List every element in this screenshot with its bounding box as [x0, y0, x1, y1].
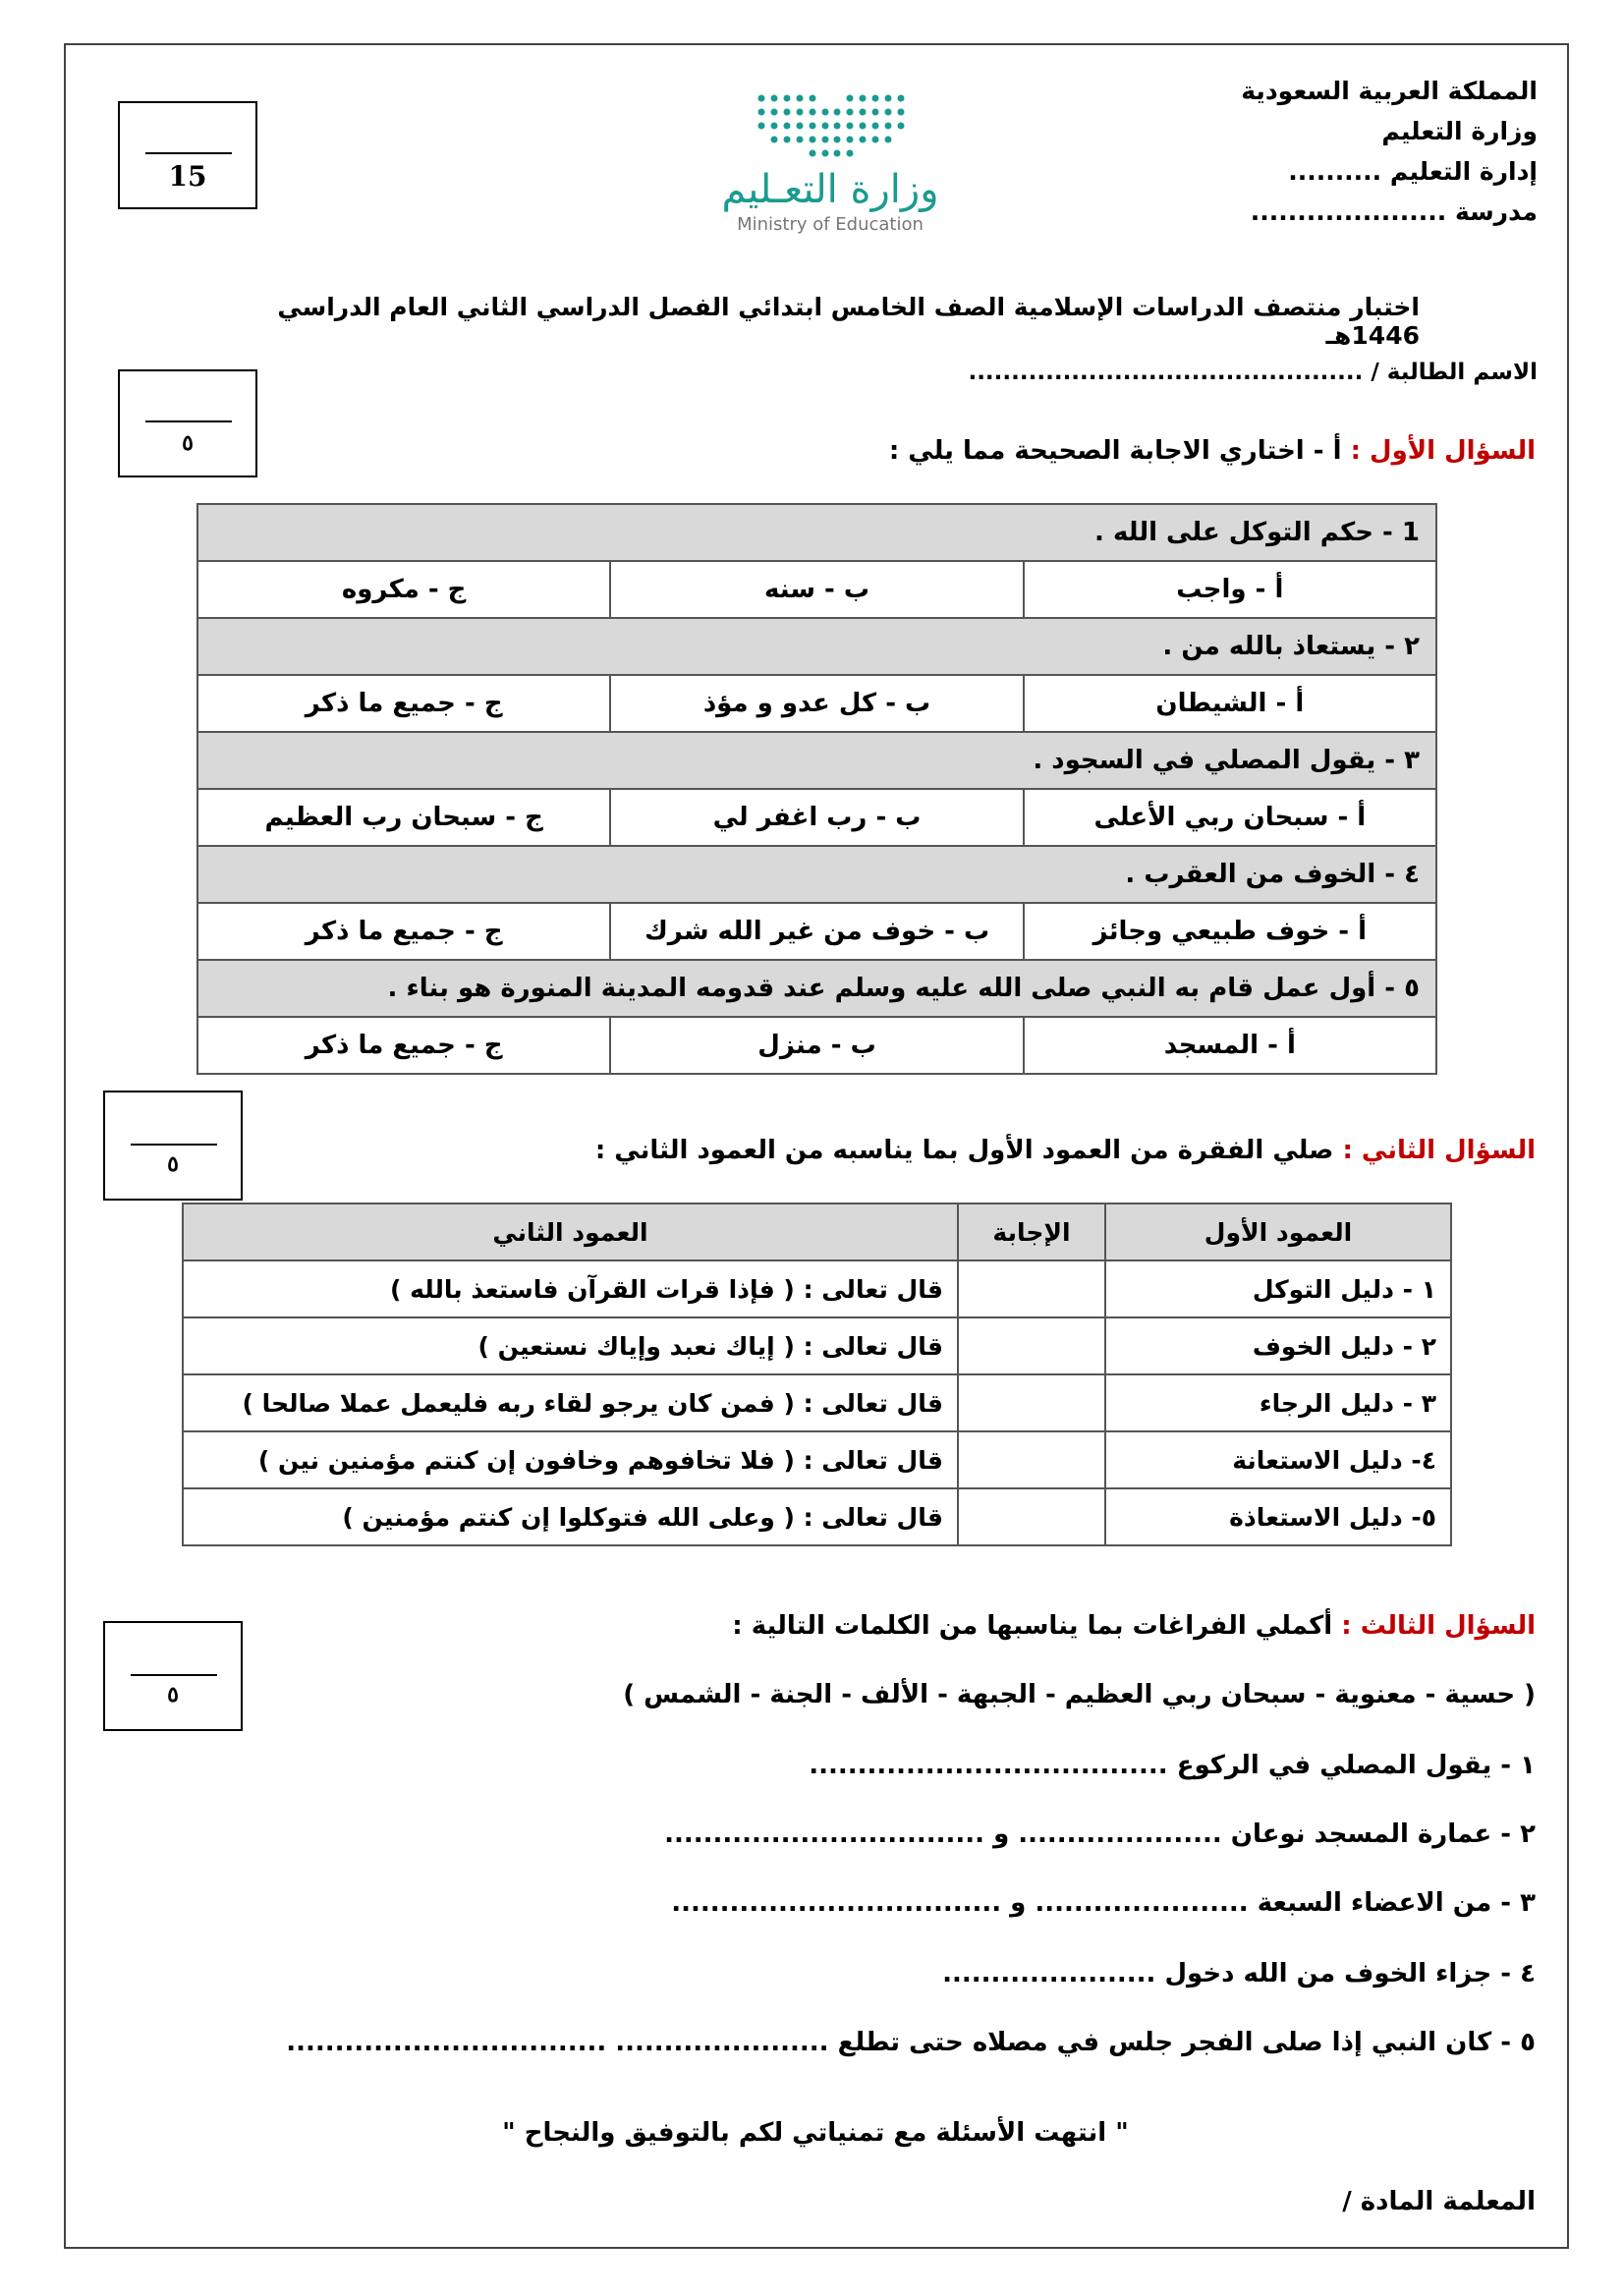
q2-answer-cell[interactable] [958, 1431, 1105, 1488]
q1-option[interactable]: أ - سبحان ربي الأعلى [1024, 789, 1436, 846]
q2-score: ٥ [167, 1151, 179, 1177]
q3-fill-item[interactable]: ٤ - جزاء الخوف من الله دخول ...................... [942, 1959, 1536, 1988]
q2-verse: قال تعالى : ( إياك نعبد وإياك نستعين ) [183, 1317, 958, 1374]
q1-score: ٥ [182, 430, 194, 456]
total-score-box [118, 101, 257, 209]
ministry-logo [688, 86, 973, 244]
logo-dots-icon [688, 86, 973, 165]
q1-question: ٢ - يستعاذ بالله من . [197, 618, 1436, 675]
q1-option[interactable]: أ - الشيطان [1024, 675, 1436, 732]
q3-instruction: أكملي الفراغات بما يناسبها من الكلمات التالية : [732, 1611, 1333, 1641]
q1-option[interactable]: أ - المسجد [1024, 1017, 1436, 1074]
q2-header-col2: العمود الثاني [183, 1203, 958, 1260]
q3-word-bank: ( حسية - معنوية - سبحان ربي العظيم - الجبهة - الألف - الجنة - الشمس ) [623, 1680, 1536, 1709]
q2-score-box [103, 1091, 243, 1201]
q2-verse: قال تعالى : ( فلا تخافوهم وخافون إن كنتم مؤمنين نين ) [183, 1431, 958, 1488]
q2-header-answer: الإجابة [958, 1203, 1105, 1260]
q1-table [196, 503, 1437, 1075]
q2-verse: قال تعالى : ( فإذا قرات القرآن فاستعذ بالله ) [183, 1260, 958, 1317]
q3-score: ٥ [167, 1682, 179, 1707]
q2-header-col1: العمود الأول [1105, 1203, 1451, 1260]
q2-answer-cell[interactable] [958, 1260, 1105, 1317]
q1-option[interactable]: ب - منزل [610, 1017, 1023, 1074]
header-block [1125, 71, 1538, 232]
closing-message: " انتهت الأسئلة مع تمنياتي لكم بالتوفيق والنجاح " [502, 2118, 1129, 2148]
q1-option[interactable]: ب - رب اغفر لي [610, 789, 1023, 846]
q1-question: ٤ - الخوف من العقرب . [197, 846, 1436, 903]
q1-option[interactable]: ب - كل عدو و مؤذ [610, 675, 1023, 732]
q1-heading [889, 436, 1536, 466]
q1-option[interactable]: ج - مكروه [197, 561, 610, 618]
logo-arabic-text: وزارة التعـليم [721, 167, 939, 212]
education-department: إدارة التعليم .......... [1288, 157, 1538, 186]
q3-label: السؤال الثالث : [1341, 1611, 1536, 1641]
logo-english-text: Ministry of Education [737, 214, 924, 235]
q2-verse: قال تعالى : ( فمن كان يرجو لقاء ربه فليعمل عملا صالحا ) [183, 1374, 958, 1431]
exam-title: اختبار منتصف الدراسات الإسلامية الصف الخامس ابتدائي الفصل الدراسي الثاني العام الدراسي 1446هـ [277, 293, 1420, 350]
q1-option[interactable]: ب - خوف من غير الله شرك [610, 903, 1023, 960]
q2-instruction: صلي الفقرة من العمود الأول بما يناسبه من العمود الثاني : [594, 1136, 1334, 1165]
country-name: المملكة العربية السعودية [1241, 77, 1538, 105]
total-score: 15 [168, 160, 207, 193]
q2-table [182, 1203, 1452, 1546]
q2-answer-cell[interactable] [958, 1488, 1105, 1545]
school-name: مدرسة ..................... [1250, 197, 1538, 226]
q2-item: ٥- دليل الاستعاذة [1105, 1488, 1451, 1545]
q1-question: ٣ - يقول المصلي في السجود . [197, 732, 1436, 789]
q3-fill-item[interactable]: ٣ - من الاعضاء السبعة ...................... و .................................. [671, 1888, 1536, 1918]
q1-option[interactable]: أ - واجب [1024, 561, 1436, 618]
q1-option[interactable]: ج - سبحان رب العظيم [197, 789, 610, 846]
q2-label: السؤال الثاني : [1342, 1136, 1536, 1165]
q2-heading [595, 1136, 1536, 1165]
q3-heading [732, 1611, 1536, 1641]
q1-option[interactable]: ب - سنه [610, 561, 1023, 618]
q1-instruction: أ - اختاري الاجابة الصحيحة مما يلي : [888, 436, 1342, 466]
q1-question: 1 - حكم التوكل على الله . [197, 504, 1436, 561]
q2-item: ٢ - دليل الخوف [1105, 1317, 1451, 1374]
q2-answer-cell[interactable] [958, 1374, 1105, 1431]
q3-fill-item[interactable]: ٥ - كان النبي إذا صلى الفجر جلس في مصلاه حتى تطلع ...................... ................................. [286, 2028, 1536, 2057]
q3-score-box [103, 1621, 243, 1731]
q1-question: ٥ - أول عمل قام به النبي صلى الله عليه وسلم عند قدومه المدينة المنورة هو بناء . [197, 960, 1436, 1017]
q2-verse: قال تعالى : ( وعلى الله فتوكلوا إن كنتم مؤمنين ) [183, 1488, 958, 1545]
ministry-name: وزارة التعليم [1381, 117, 1538, 145]
q2-answer-cell[interactable] [958, 1317, 1105, 1374]
student-name-field[interactable]: الاسم الطالبة / .............................................. [968, 360, 1538, 385]
q1-option[interactable]: ج - جميع ما ذكر [197, 903, 610, 960]
q2-item: ٤- دليل الاستعانة [1105, 1431, 1451, 1488]
q3-fill-item[interactable]: ٢ - عمارة المسجد نوعان ..................... و ................................. [664, 1819, 1536, 1849]
q1-label: السؤال الأول : [1350, 436, 1536, 466]
q1-option[interactable]: أ - خوف طبيعي وجائز [1024, 903, 1436, 960]
q1-option[interactable]: ج - جميع ما ذكر [197, 675, 610, 732]
q1-score-box [118, 369, 257, 477]
q2-item: ١ - دليل التوكل [1105, 1260, 1451, 1317]
q2-item: ٣ - دليل الرجاء [1105, 1374, 1451, 1431]
q1-option[interactable]: ج - جميع ما ذكر [197, 1017, 610, 1074]
teacher-signature: المعلمة المادة / [1342, 2187, 1536, 2216]
q3-fill-item[interactable]: ١ - يقول المصلي في الركوع ..................................... [809, 1751, 1536, 1780]
